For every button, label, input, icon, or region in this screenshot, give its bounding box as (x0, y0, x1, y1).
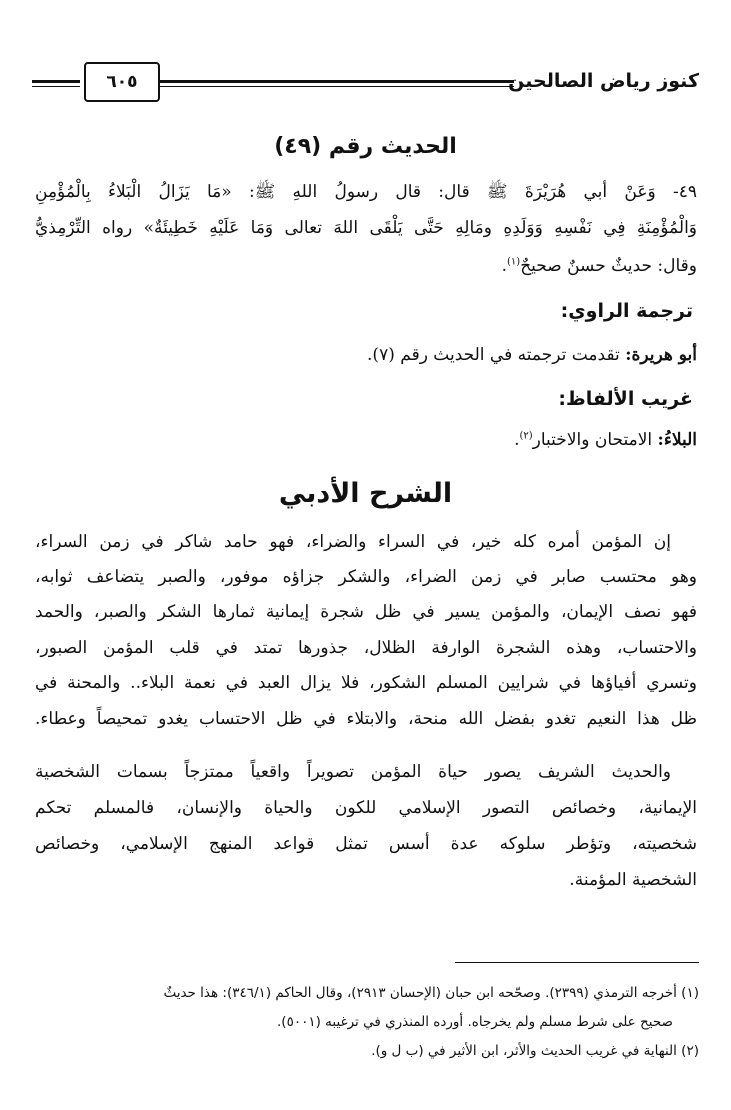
sharh-heading: الشرح الأدبي (278, 478, 453, 509)
sharh-line-8: الإيمانية، وخصائص التصور الإسلامي للكون والحياة والإنسان، فالمسلم تحكم (35, 798, 697, 818)
sharh-line-9: شخصيته، وتؤطر سلوكه عدة أسس تمثل قواعد المنهج الإسلامي، وخصائص (35, 834, 697, 854)
sharh-line-6: ظل هذا النعيم تغدو بفضل الله منحة، والابتلاء في ظل الاحتساب يغدو تمحيصاً وعطاء. (35, 709, 697, 729)
hadith-line-3-end: . (501, 256, 508, 276)
hadith-line-3 (35, 256, 697, 276)
sharh-line-2: وهو محتسب صابر في زمن الضراء، والشكر جزاؤه موفور، والصبر يتضاعف ثوابه، (35, 567, 697, 587)
header-rule-right (158, 80, 514, 87)
vocab-text: الامتحان والاختبار (532, 430, 653, 450)
vocab-line (35, 430, 697, 450)
footnote-2: (٢) النهاية في غريب الحديث والأثر، ابن الأثير في (ب ل و). (371, 1043, 699, 1059)
vocab-heading: غريب الألفاظ: (558, 388, 693, 410)
page-number: ٦٠٥ (84, 62, 160, 102)
narrator-heading: ترجمة الراوي: (560, 300, 693, 322)
footnote-ref-2: (٢) (519, 430, 533, 442)
sharh-line-5: وتسري أفياؤها في شرايين المسلم الشكور، فلا يزال العبد في نعمة البلاء.. والمحنة في (35, 673, 697, 693)
narrator-label: أبو هريرة: (625, 345, 697, 365)
sharh-line-3: فهو نصف الإيمان، والمؤمن يسير في ظل شجرة إيمانية ثمارها الشكر والصبر، والحمد (35, 602, 697, 622)
footnote-1-line-2: صحيح على شرط مسلم ولم يخرجاه. أورده المنذري في ترغيبه (٥٠٠١). (277, 1014, 673, 1030)
hadith-heading: الحديث رقم (٤٩) (274, 134, 457, 159)
hadith-line-1: ٤٩- وَعَنْ أبي هُرَيْرَةَ ﷺ قال: قال رسولُ اللهِ ﷺ: «مَا يَزَالُ الْبَلاءُ بِالْمُؤْمِنِ (35, 182, 697, 202)
footnote-ref-1: (١) (507, 256, 521, 268)
running-header (32, 62, 699, 102)
header-rule-left (32, 80, 80, 87)
sharh-line-1: إن المؤمن أمره كله خير، في السراء والضراء، فهو حامد شاكر في زمن السراء، (35, 532, 671, 552)
sharh-line-10: الشخصية المؤمنة. (569, 870, 697, 890)
narrator-text: تقدمت ترجمته في الحديث رقم (٧). (367, 345, 620, 365)
sharh-line-4: والاحتساب، وهذه الشجرة الوارفة الظلال، جذورها تمتد في قلب المؤمن الصبور، (35, 638, 697, 658)
footnote-divider (455, 962, 699, 963)
vocab-end: . (514, 430, 520, 450)
book-title: كنوز رياض الصالحين (508, 70, 699, 92)
sharh-line-7: والحديث الشريف يصور حياة المؤمن تصويراً واقعياً ممتزجاً بسمات الشخصية (35, 762, 671, 782)
hadith-line-3-text: وقال: حديثٌ حسنٌ صحيحٌ (520, 256, 697, 276)
vocab-label: البلاءُ: (657, 430, 697, 450)
footnote-1-line-1: (١) أخرجه الترمذي (٢٣٩٩). وصحّحه ابن حبان (الإحسان ٢٩١٣)، وقال الحاكم (٣٤٦/١): هذا حديثٌ (163, 985, 699, 1001)
narrator-line (35, 345, 697, 365)
hadith-line-2: وَالْمُؤْمِنَةِ فِي نَفْسِهِ وَوَلَدِهِ ومَالِهِ حَتَّى يَلْقَى اللهَ تعالى وَمَا عَلَيْهِ خَطِيئَةٌ» رواه التِّرْمِذيُّ (35, 218, 697, 238)
